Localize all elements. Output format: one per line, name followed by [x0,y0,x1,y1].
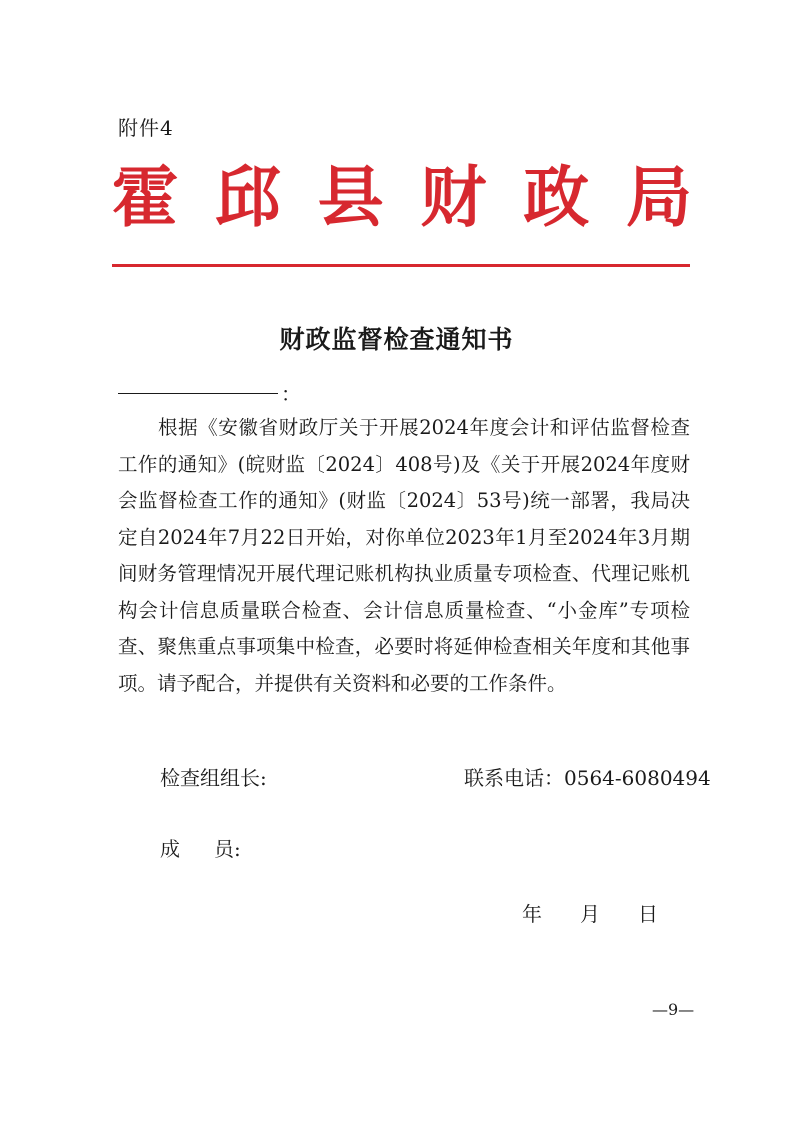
date-line [522,898,658,927]
recipient-colon: ： [281,382,301,406]
org-title-char: 邱 [214,159,281,236]
page-number: —9— [652,1000,695,1019]
org-title-char: 霍 [112,159,178,236]
org-title-char: 局 [625,159,692,236]
issuing-organization-title [112,158,692,238]
org-title-char: 财 [420,159,487,236]
recipient-blank-line [118,393,278,394]
notice-body-paragraph: 根据《安徽省财政厅关于开展2024年度会计和评估监督检查工作的通知》(皖财监〔2024〕408号)及《关于开展2024年度财会监督检查工作的通知》(财监〔2024〕53号)统一部署，我局决定自2024年7月22日开始，对你单位2023年1月至2024年3月期间财务管理情况开展代理记账机构执业质量专项检查、代理记账机构会计信息质量联合检查、会计信息质量检查、“小金库”专项检查、聚焦重点事项集中检查，必要时将延伸检查相关年度和其他事项。请予配合，并提供有关资料和必要的工作条件。 [118,416,690,695]
document-title: 财政监督检查通知书 [279,325,514,354]
members-label-second: 员: [214,837,241,861]
red-header-divider [112,264,690,267]
contact-phone: 联系电话：0564-6080494 [464,766,711,790]
org-title-char: 政 [523,159,590,236]
members-label-first: 成 [160,837,180,861]
attachment-label: 附件4 [118,116,174,140]
inspection-leader-label: 检查组组长: [160,766,267,790]
date-day: 日 [638,902,658,926]
members-label [160,833,241,862]
date-year: 年 [522,902,542,926]
date-month: 月 [580,902,600,926]
org-title-char: 县 [317,159,384,236]
